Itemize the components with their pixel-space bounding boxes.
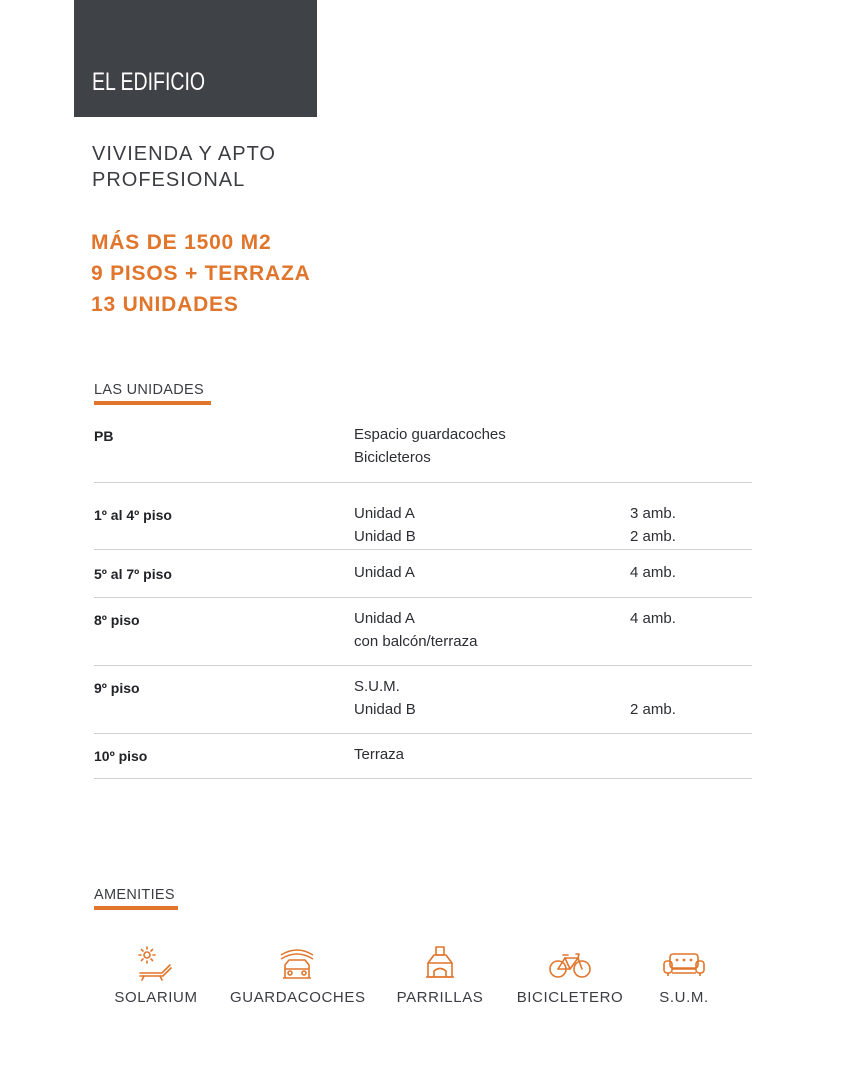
table-row bbox=[94, 598, 752, 666]
unit-name: Espacio guardacoches bbox=[354, 426, 506, 443]
stat-units: 13 UNIDADES bbox=[91, 293, 239, 316]
grill-icon bbox=[420, 945, 460, 981]
car-garage-icon bbox=[277, 945, 317, 981]
unit-ambientes: 4 amb. bbox=[630, 610, 676, 627]
unit-floor: 8º piso bbox=[94, 612, 140, 628]
amenity-label: S.U.M. bbox=[659, 989, 709, 1006]
building-stats bbox=[91, 227, 411, 320]
unit-line bbox=[354, 633, 752, 656]
building-type-line: VIVIENDA Y APTO bbox=[92, 143, 276, 165]
unit-ambientes: 3 amb. bbox=[630, 505, 676, 522]
header-block bbox=[74, 0, 317, 117]
unit-line bbox=[354, 564, 752, 587]
unit-line bbox=[354, 610, 752, 633]
table-row bbox=[94, 550, 752, 598]
amenities-section-title: AMENITIES bbox=[94, 887, 175, 903]
bicycle-icon bbox=[548, 945, 592, 981]
unit-line bbox=[354, 678, 752, 701]
sofa-icon bbox=[662, 945, 706, 981]
unit-ambientes: 2 amb. bbox=[630, 528, 676, 545]
amenity-label: PARRILLAS bbox=[396, 989, 484, 1006]
stat-area: MÁS DE 1500 M2 bbox=[91, 231, 272, 254]
amenities-section-underline bbox=[94, 906, 178, 910]
unit-floor: 10º piso bbox=[94, 748, 148, 764]
building-type bbox=[92, 141, 412, 193]
unit-line bbox=[354, 505, 752, 528]
amenity-bicicletero bbox=[514, 945, 626, 1006]
unit-name: Unidad B bbox=[354, 528, 416, 545]
building-type-line: PROFESIONAL bbox=[92, 169, 246, 191]
unit-ambientes: 4 amb. bbox=[630, 564, 676, 581]
unit-name: Unidad B bbox=[354, 701, 416, 718]
unit-name: Bicicleteros bbox=[354, 449, 431, 466]
unit-name: S.U.M. bbox=[354, 678, 400, 695]
unit-name: Unidad A bbox=[354, 610, 415, 627]
table-row bbox=[94, 734, 752, 779]
stat-floors: 9 PISOS + TERRAZA bbox=[91, 262, 311, 285]
table-row bbox=[94, 666, 752, 734]
amenity-label: SOLARIUM bbox=[114, 989, 198, 1006]
table-row bbox=[94, 426, 752, 483]
sun-lounger-icon bbox=[136, 945, 176, 981]
unit-name: con balcón/terraza bbox=[354, 633, 478, 650]
amenity-guardacoches bbox=[230, 945, 364, 1006]
unit-ambientes: 2 amb. bbox=[630, 701, 676, 718]
amenity-label: GUARDACOCHES bbox=[230, 989, 366, 1006]
unit-line bbox=[354, 528, 752, 551]
unit-floor: 1º al 4º piso bbox=[94, 507, 172, 523]
unit-line bbox=[354, 449, 752, 472]
units-table bbox=[94, 426, 752, 779]
table-row bbox=[94, 483, 752, 550]
unit-line bbox=[354, 746, 752, 769]
amenity-sum bbox=[654, 945, 714, 1006]
units-section-underline bbox=[94, 401, 211, 405]
amenity-label: BICICLETERO bbox=[516, 989, 624, 1006]
units-section-title: LAS UNIDADES bbox=[94, 382, 204, 398]
unit-floor: 5º al 7º piso bbox=[94, 566, 172, 582]
amenity-parrillas bbox=[390, 945, 490, 1006]
unit-floor: 9º piso bbox=[94, 680, 140, 696]
page-title: EL EDIFICIO bbox=[92, 68, 206, 96]
unit-line bbox=[354, 701, 752, 724]
unit-name: Unidad A bbox=[354, 505, 415, 522]
amenity-solarium bbox=[94, 945, 218, 1006]
unit-name: Terraza bbox=[354, 746, 405, 763]
unit-floor: PB bbox=[94, 428, 114, 444]
amenities-list bbox=[94, 945, 734, 1015]
unit-name: Unidad A bbox=[354, 564, 415, 581]
unit-line bbox=[354, 426, 752, 449]
